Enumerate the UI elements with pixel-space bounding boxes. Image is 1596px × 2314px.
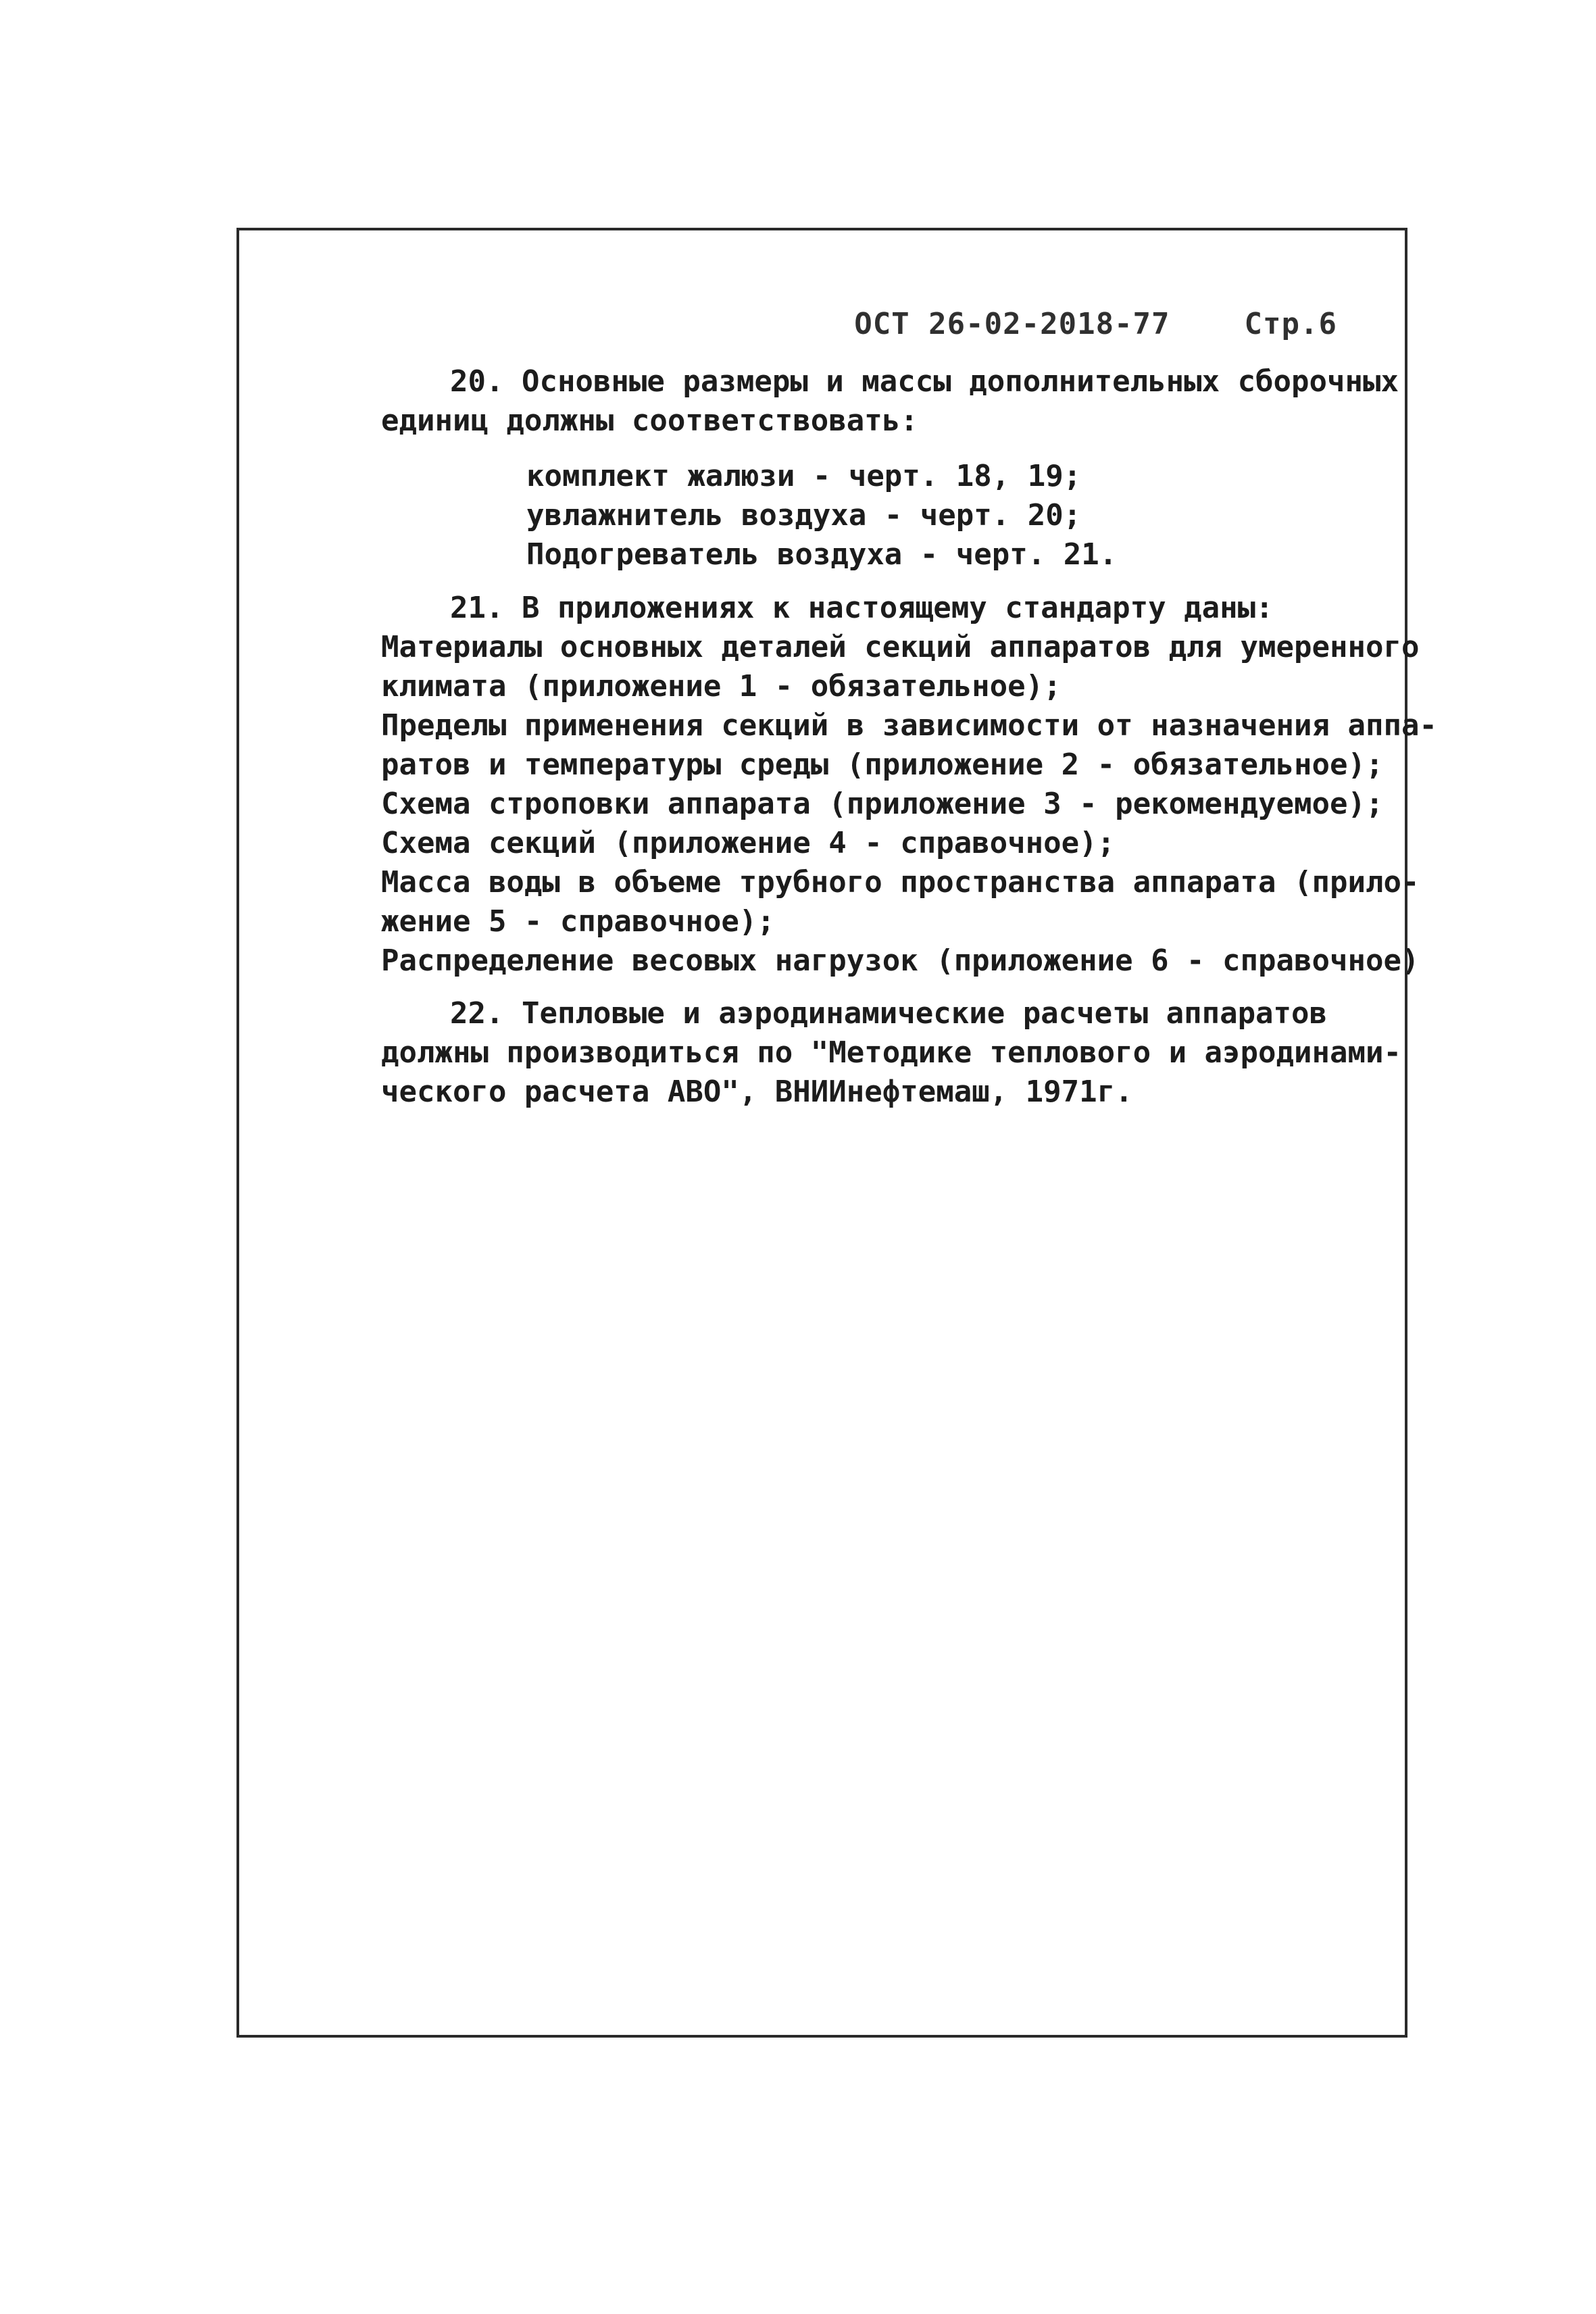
list-item: Материалы основных деталей секций аппаратов для умеренного — [381, 630, 1420, 664]
paragraph-line: ческого расчета АВО", ВНИИнефтемаш, 1971г. — [381, 1075, 1133, 1109]
list-item: Схема строповки аппарата (приложение 3 - рекомендуемое); — [381, 787, 1384, 821]
paragraph-line: единиц должны соответствовать: — [381, 403, 918, 438]
list-item: Распределение весовых нагрузок (приложение 6 - справочное) — [381, 943, 1420, 978]
document-code: ОСТ 26-02-2018-77 — [854, 307, 1170, 341]
list-item: Масса воды в объеме трубного пространства аппарата (прило- — [381, 865, 1420, 900]
list-item: ратов и температуры среды (приложение 2 - обязательное); — [381, 747, 1384, 782]
list-item: Схема секций (приложение 4 - справочное); — [381, 826, 1116, 860]
list-item: Пределы применения секций в зависимости от назначения аппа- — [381, 708, 1437, 743]
paragraph-line: 21. В приложениях к настоящему стандарту даны: — [450, 591, 1274, 625]
list-item: комплект жалюзи - черт. 18, 19; — [526, 459, 1082, 493]
paragraph-line: должны производиться по "Методике теплового и аэродинами- — [381, 1035, 1401, 1070]
list-item: увлажнитель воздуха - черт. 20; — [526, 498, 1082, 533]
page-frame — [236, 228, 1437, 2038]
paragraph-line: 20. Основные размеры и массы дополнительных сборочных — [450, 364, 1399, 399]
list-item: климата (приложение 1 - обязательное); — [381, 669, 1062, 704]
page-header — [780, 272, 1337, 376]
list-item: жение 5 - справочное); — [381, 904, 775, 939]
paragraph-line: 22. Тепловые и аэродинамические расчеты аппаратов — [450, 996, 1328, 1031]
list-item: Подогреватель воздуха - черт. 21. — [526, 537, 1118, 572]
page-number: Стр.6 — [1244, 307, 1337, 341]
